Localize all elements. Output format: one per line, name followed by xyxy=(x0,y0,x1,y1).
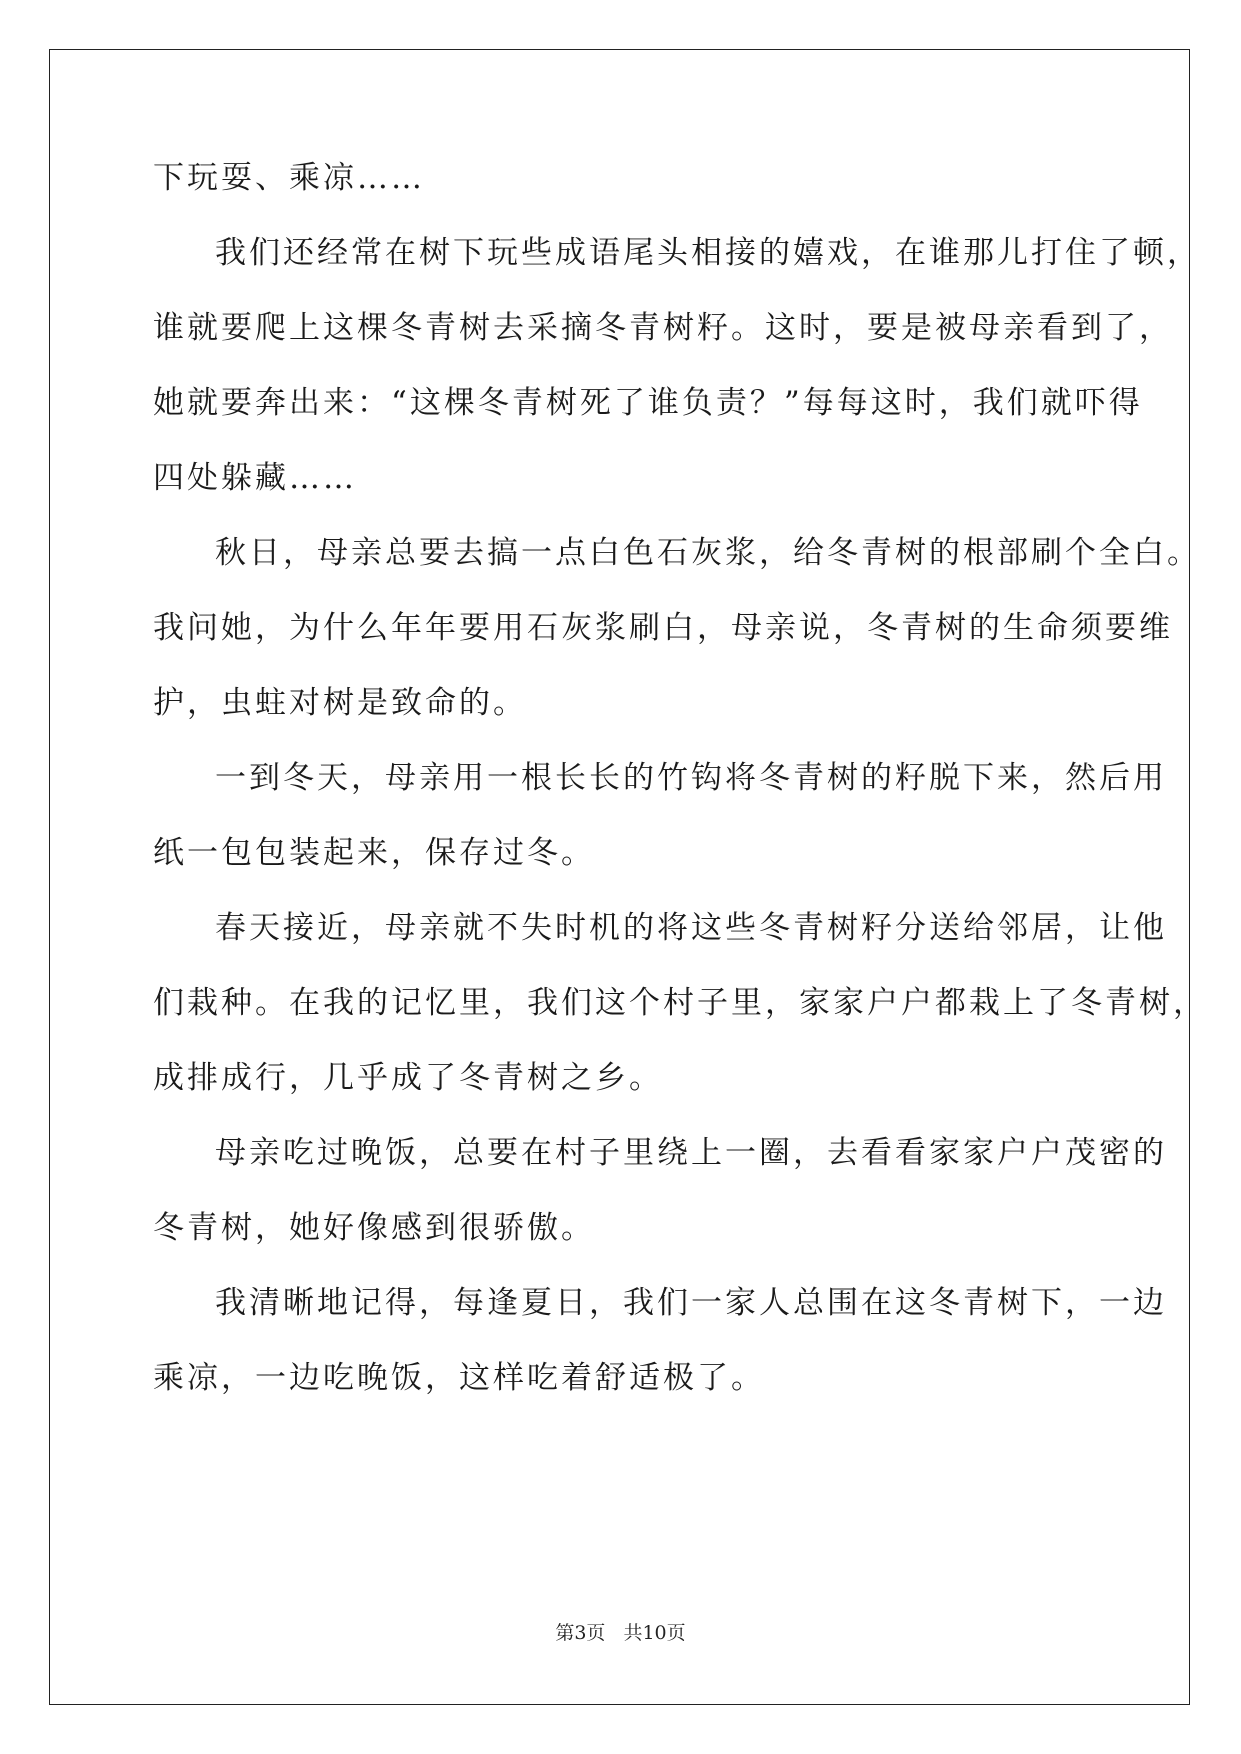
text-line: 护，虫蛀对树是致命的。 xyxy=(153,685,527,721)
paragraph-start: 秋日，母亲总要去搞一点白色石灰浆，给冬青树的根部刷个全白。 xyxy=(215,535,1201,571)
text-line: 谁就要爬上这棵冬青树去采摘冬青树籽。这时，要是被母亲看到了， xyxy=(153,310,1173,346)
text-line: 下玩耍、乘凉…… xyxy=(153,160,425,196)
page-number: 第3页 xyxy=(555,1622,606,1644)
paragraph-start: 母亲吃过晚饭，总要在村子里绕上一圈，去看看家家户户茂密的 xyxy=(215,1135,1167,1171)
paragraph-start: 春天接近，母亲就不失时机的将这些冬青树籽分送给邻居，让他 xyxy=(215,910,1167,946)
text-line: 我问她，为什么年年要用石灰浆刷白，母亲说，冬青树的生命须要维 xyxy=(153,610,1173,646)
text-line: 成排成行，几乎成了冬青树之乡。 xyxy=(153,1060,663,1096)
paragraph-start: 我清晰地记得，每逢夏日，我们一家人总围在这冬青树下，一边 xyxy=(215,1285,1167,1321)
text-line: 乘凉，一边吃晚饭，这样吃着舒适极了。 xyxy=(153,1360,765,1396)
paragraph-start: 一到冬天，母亲用一根长长的竹钩将冬青树的籽脱下来，然后用 xyxy=(215,760,1167,796)
text-line: 纸一包包装起来，保存过冬。 xyxy=(153,835,595,871)
page-total: 共10页 xyxy=(623,1622,686,1644)
text-line: 她就要奔出来：“这棵冬青树死了谁负责？”每每这时，我们就吓得 xyxy=(153,385,1143,421)
text-line: 四处躲藏…… xyxy=(153,460,357,496)
page-footer xyxy=(0,1621,1241,1645)
page-border xyxy=(49,49,1190,1705)
paragraph-start: 我们还经常在树下玩些成语尾头相接的嬉戏，在谁那儿打住了顿， xyxy=(215,235,1201,271)
text-line: 冬青树，她好像感到很骄傲。 xyxy=(153,1210,595,1246)
text-line: 们栽种。在我的记忆里，我们这个村子里，家家户户都栽上了冬青树， xyxy=(153,985,1207,1021)
